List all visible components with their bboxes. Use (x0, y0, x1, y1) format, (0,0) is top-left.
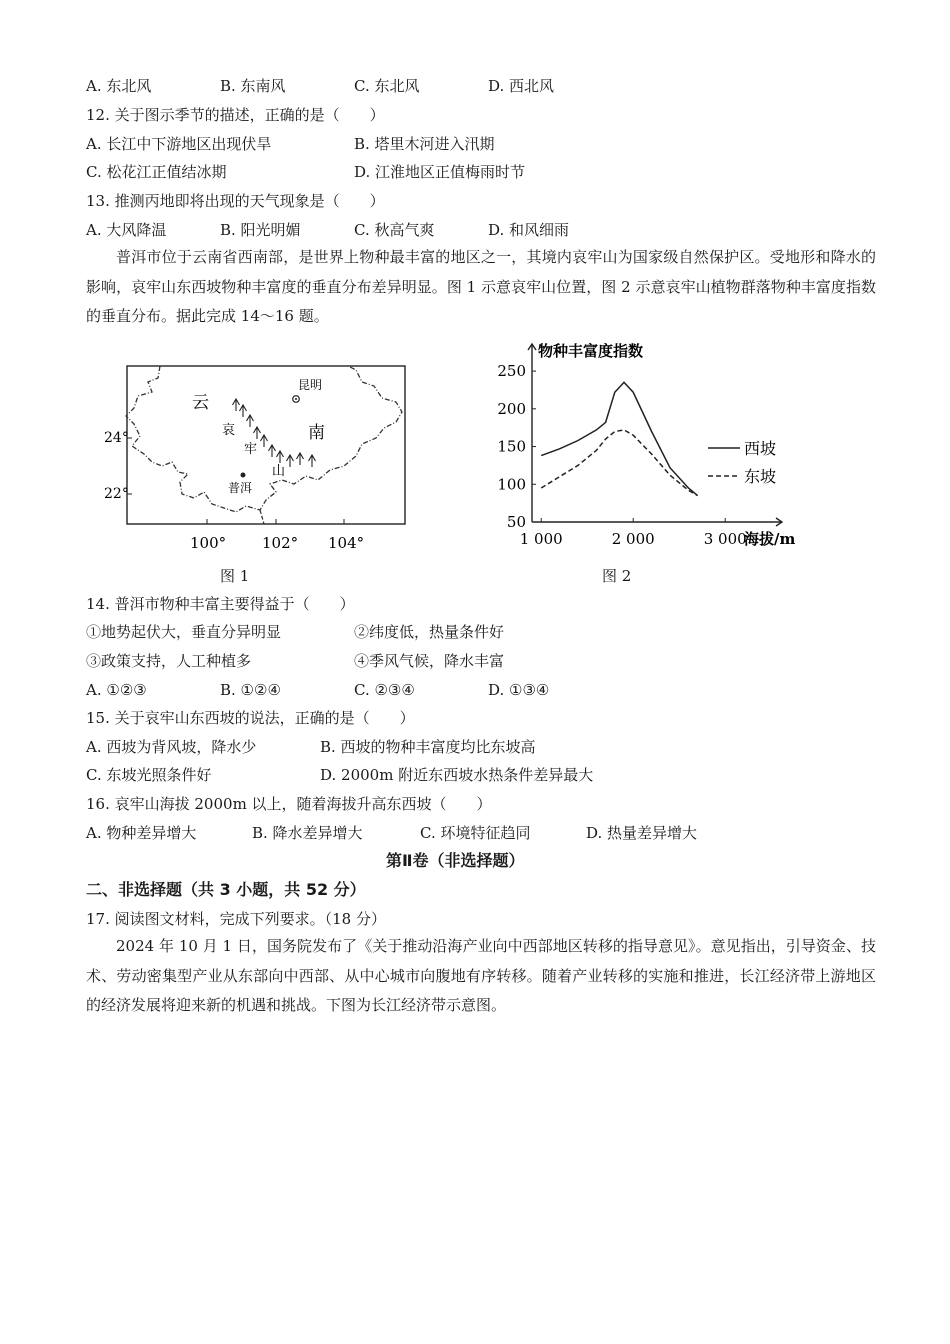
mountain-mark (297, 453, 304, 465)
label-lao: 牢 (244, 442, 258, 457)
q13-option-a: A. 大风降温 (86, 221, 167, 239)
mountain-mark (309, 455, 316, 467)
legend-label: 西坡 (744, 439, 777, 458)
q15-option-b: B. 西坡的物种丰富度均比东坡高 (320, 738, 536, 756)
q15-option-c: C. 东坡光照条件好 (86, 766, 212, 784)
q11-option-c: C. 东北风 (354, 77, 420, 95)
q13-option-c: C. 秋高气爽 (354, 221, 435, 239)
x-tick-label: 3 000 (703, 530, 747, 548)
figure2-chart (490, 336, 810, 558)
q11-option-a: A. 东北风 (86, 77, 152, 95)
lon-label-102: 102° (262, 534, 299, 552)
q14-item-3: ③政策支持，人工种植多 (86, 652, 252, 670)
puer-marker (241, 473, 246, 478)
mountain-mark (240, 405, 247, 417)
q13-option-d: D. 和风细雨 (488, 221, 570, 239)
q12-option-b: B. 塔里木河进入汛期 (354, 135, 495, 153)
part2-title: 第Ⅱ卷（非选择题） (386, 851, 525, 870)
mountain-mark (261, 435, 268, 447)
q12-option-c: C. 松花江正值结冰期 (86, 163, 227, 181)
y-tick-label: 200 (497, 399, 526, 418)
q14-option-a: A. ①②③ (86, 681, 147, 699)
q14-item-2: ②纬度低，热量条件好 (354, 623, 505, 641)
q17-stem: 17. 阅读图文材料，完成下列要求。（18 分） (86, 910, 386, 928)
q15-option-a: A. 西坡为背风坡，降水少 (86, 738, 257, 756)
series-line-west (541, 382, 697, 495)
legend-label: 东坡 (744, 467, 777, 486)
mountain-mark (254, 427, 261, 439)
q14-option-d: D. ①③④ (488, 681, 550, 699)
section2-title: 二、非选择题（共 3 小题，共 52 分） (86, 880, 366, 899)
label-ai: 哀 (222, 423, 236, 438)
lat-label-22: 22° (104, 486, 129, 502)
q17-material: 2024 年 10 月 1 日，国务院发布了《关于推动沿海产业向中西部地区转移的指导意见》。意见指出，引导资金、技术、劳动密集型产业从东部向中西部、从中心城市向腹地有序转移。随着产业转移的实施和推进，长江经济带上游地区的经济发展将迎来新的机遇和挑战。下图为长江经济带示意图。 (86, 937, 876, 1014)
label-yun: 云 (192, 393, 209, 413)
q14-stem: 14. 普洱市物种丰富主要得益于（ ） (86, 595, 355, 613)
q14-item-4: ④季风气候，降水丰富 (354, 652, 505, 670)
figure1-map (100, 358, 420, 558)
q13-stem: 13. 推测丙地即将出现的天气现象是（ ） (86, 192, 385, 210)
q16-option-d: D. 热量差异增大 (586, 824, 698, 842)
q16-stem: 16. 哀牢山海拔 2000m 以上，随着海拔升高东西坡（ ） (86, 795, 492, 813)
y-axis-label: 物种丰富度指数 (538, 342, 644, 360)
q13-option-b: B. 阳光明媚 (220, 221, 301, 239)
q15-stem: 15. 关于哀牢山东西坡的说法，正确的是（ ） (86, 709, 415, 727)
q16-option-c: C. 环境特征趋同 (420, 824, 531, 842)
q12-stem: 12. 关于图示季节的描述，正确的是（ ） (86, 106, 385, 124)
x-axis-label: 海拔/m (744, 530, 796, 548)
y-tick-label: 100 (497, 475, 526, 494)
q16-option-a: A. 物种差异增大 (86, 824, 197, 842)
q15-option-d: D. 2000m 附近东西坡水热条件差异最大 (320, 766, 594, 784)
boundary-south-branch (260, 510, 264, 524)
lon-label-104: 104° (328, 534, 365, 552)
label-nan: 南 (308, 423, 325, 443)
label-puer: 普洱 (228, 481, 253, 495)
q16-option-b: B. 降水差异增大 (252, 824, 363, 842)
mountain-mark (233, 399, 240, 411)
q11-option-b: B. 东南风 (220, 77, 286, 95)
mountain-mark (247, 415, 254, 427)
q14-option-b: B. ①②④ (220, 681, 281, 699)
q12-option-a: A. 长江中下游地区出现伏旱 (86, 135, 272, 153)
q11-option-d: D. 西北风 (488, 77, 555, 95)
series-line-east (541, 430, 697, 496)
lon-label-100: 100° (190, 534, 227, 552)
figure1-caption: 图 1 (220, 567, 250, 585)
figure2-caption: 图 2 (602, 567, 632, 585)
q12-option-d: D. 江淮地区正值梅雨时节 (354, 163, 526, 181)
label-kunming: 昆明 (298, 378, 323, 392)
mountain-mark (269, 445, 276, 457)
material-paragraph-1: 普洱市位于云南省西南部，是世界上物种最丰富的地区之一，其境内哀牢山为国家级自然保护区。受地形和降水的影响，哀牢山东西坡物种丰富度的垂直分布差异明显。图 1 示意哀牢山位置，图 2 示意哀牢山植物群落物种丰富度指数的垂直分布。据此完成 14～16 题。 (86, 248, 876, 325)
mountain-mark (277, 451, 284, 463)
x-tick-label: 1 000 (519, 530, 563, 548)
q14-option-c: C. ②③④ (354, 681, 415, 699)
q14-item-1: ①地势起伏大，垂直分异明显 (86, 623, 282, 641)
y-tick-label: 250 (497, 362, 526, 381)
mountain-mark (287, 455, 294, 467)
y-tick-label: 50 (506, 513, 526, 531)
x-tick-label: 2 000 (611, 530, 655, 548)
label-shan: 山 (272, 464, 286, 479)
lat-label-24: 24° (104, 430, 129, 446)
y-tick-label: 150 (497, 437, 526, 456)
